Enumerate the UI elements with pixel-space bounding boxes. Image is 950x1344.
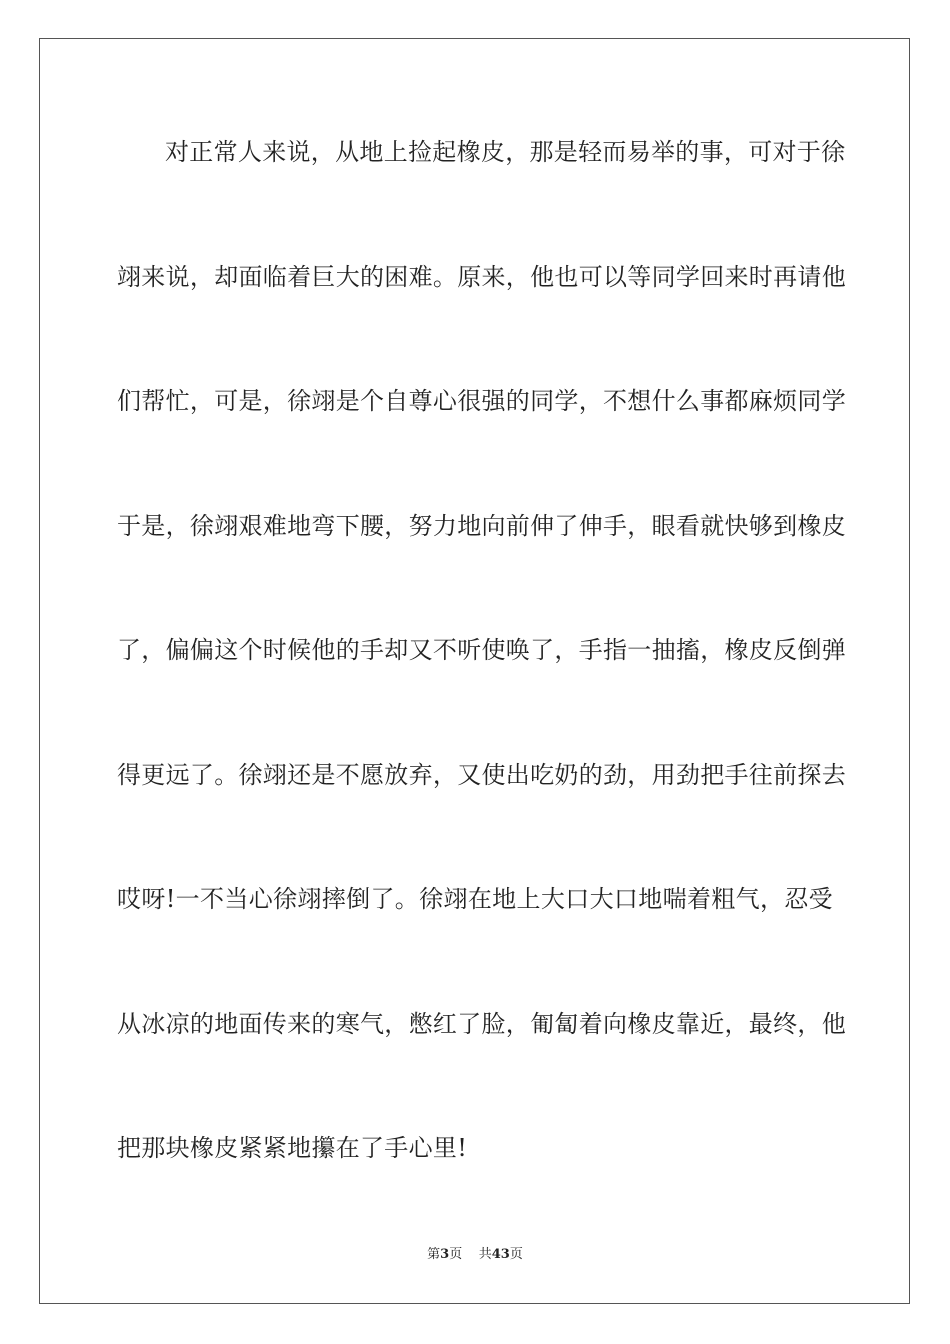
footer-page-suffix: 页 — [449, 1247, 463, 1262]
paragraph-line-4: 于是，徐翊艰难地弯下腰，努力地向前伸了伸手，眼看就快够到橡皮 — [117, 512, 846, 540]
paragraph-line-1: 对正常人来说，从地上捡起橡皮，那是轻而易举的事，可对于徐 — [165, 138, 846, 166]
paragraph-line-8: 从冰凉的地面传来的寒气，憋红了脸，匍匐着向橡皮靠近，最终，他 — [117, 1010, 846, 1038]
paragraph-line-7: 哎呀!一不当心徐翊摔倒了。徐翊在地上大口大口地喘着粗气，忍受 — [117, 885, 833, 913]
page-border — [39, 38, 910, 1304]
footer-total-pages: 43 — [491, 1247, 510, 1262]
footer-page-number: 3 — [440, 1247, 450, 1262]
paragraph-line-6: 得更远了。徐翊还是不愿放弃，又使出吃奶的劲，用劲把手往前探去 — [117, 761, 846, 789]
footer-total-prefix: 共 — [478, 1247, 492, 1262]
footer-total-suffix: 页 — [509, 1247, 523, 1262]
paragraph-line-3: 们帮忙，可是，徐翊是个自尊心很强的同学，不想什么事都麻烦同学 — [117, 387, 846, 415]
paragraph-line-9: 把那块橡皮紧紧地攥在了手心里! — [117, 1134, 468, 1162]
paragraph-line-2: 翊来说，却面临着巨大的困难。原来，他也可以等同学回来时再请他 — [117, 263, 846, 291]
footer-page-prefix: 第 — [427, 1247, 441, 1262]
page-footer — [0, 1246, 950, 1264]
paragraph-line-5: 了，偏偏这个时候他的手却又不听使唤了，手指一抽搐，橡皮反倒弹 — [117, 636, 846, 664]
